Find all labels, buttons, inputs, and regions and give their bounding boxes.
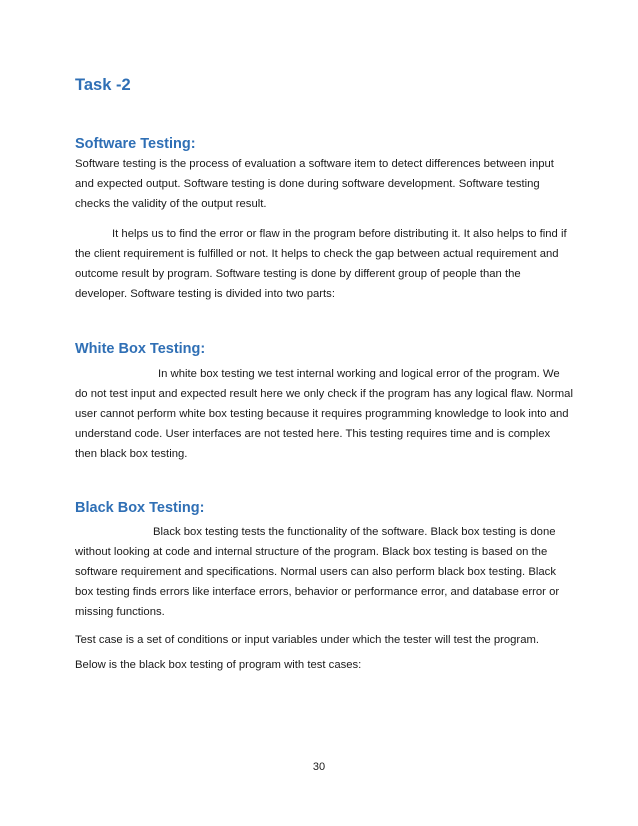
task-title: Task -2	[75, 76, 131, 94]
page-number: 30	[312, 761, 326, 773]
white-box-testing-heading: White Box Testing:	[75, 341, 206, 357]
white-box-testing-paragraph: In white box testing we test internal working and logical error of the program. We do not test input and expected result here we only check if the program has any logical flaw. Normal user cannot perform white box testing because it requires programming knowledge to look into and understand code. User interfaces are not tested here. This testing requires time and is complex then black box testing.	[75, 368, 573, 460]
test-case-definition: Test case is a set of conditions or input variables under which the tester will test the program.	[75, 634, 540, 646]
black-box-testing-paragraph-1: Black box testing tests the functionality of the software. Black box testing is done without looking at code and internal structure of the program. Black box testing is based on the software requirement and specifications. Normal users can also perform black box testing. Black box testing finds errors like interface errors, behavior or performance error, and database error or missing functions.	[75, 526, 560, 618]
software-testing-heading: Software Testing:	[75, 136, 196, 152]
black-box-testing-heading: Black Box Testing:	[75, 500, 205, 516]
black-box-intro-line: Below is the black box testing of program with test cases:	[75, 659, 362, 671]
software-testing-paragraph-2: It helps us to find the error or flaw in the program before distributing it. It also helps to find if the client requirement is fulfilled or not. It helps to check the gap between actual requirement and outcome result by program. Software testing is done by different group of people than the developer. Software testing is divided into two parts:	[75, 228, 567, 300]
software-testing-paragraph-1: Software testing is the process of evaluation a software item to detect differences between input and expected output. Software testing is done during software development. Software testing checks the validity of the output result.	[75, 158, 554, 210]
